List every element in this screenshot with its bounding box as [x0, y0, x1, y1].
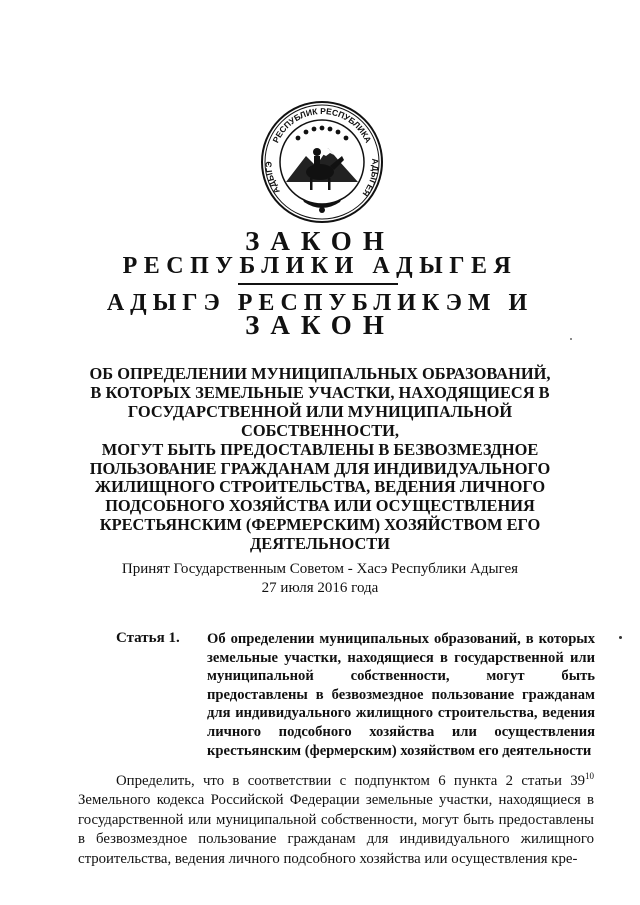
- title-law-adyghe: ЗАКОН: [245, 310, 395, 340]
- heading-line: ДЕЯТЕЛЬНОСТИ: [250, 534, 390, 554]
- heading-line: ПОДСОБНОГО ХОЗЯЙСТВА ИЛИ ОСУЩЕСТВЛЕНИЯ: [105, 496, 535, 516]
- emblem-top-text: РЕСПУБЛИК РЕСПУБЛИКА: [270, 105, 374, 145]
- coat-of-arms-emblem: [258, 100, 386, 224]
- title-divider: [238, 283, 398, 285]
- heading-line: ГОСУДАРСТВЕННОЙ ИЛИ МУНИЦИПАЛЬНОЙ СОБСТВЕННОСТИ,: [127, 401, 513, 440]
- article-number: Статья 1.: [116, 630, 180, 646]
- heading-line: МОГУТ БЫТЬ ПРЕДОСТАВЛЕНЫ В БЕЗВОЗМЕЗДНОЕ: [101, 439, 539, 459]
- article-body: [78, 772, 594, 869]
- law-heading: [60, 365, 580, 554]
- title-republic: РЕСПУБЛИКИ АДЫГЕЯ: [122, 253, 518, 279]
- article-superscript: 10: [585, 771, 594, 782]
- scan-speck: [619, 636, 622, 639]
- title-adyghe: АДЫГЭ РЕСПУБЛИКЭМ И: [106, 290, 534, 316]
- emblem-right-text: АДЫГЕЯ: [360, 157, 381, 199]
- scan-speck: [570, 338, 572, 340]
- title-law: ЗАКОН: [245, 226, 395, 256]
- svg-text:АДЫГЭ: [264, 161, 282, 195]
- heading-line: В КОТОРЫХ ЗЕМЕЛЬНЫЕ УЧАСТКИ, НАХОДЯЩИЕСЯ В: [90, 382, 550, 402]
- heading-line: ОБ ОПРЕДЕЛЕНИИ МУНИЦИПАЛЬНЫХ ОБРАЗОВАНИЙ,: [89, 364, 551, 383]
- emblem-left-text: АДЫГЭ: [263, 161, 282, 196]
- heading-line: ПОЛЬЗОВАНИЕ ГРАЖДАНАМ ДЛЯ ИНДИВИДУАЛЬНОГО: [89, 458, 551, 478]
- body-text-rest: Земельного кодекса Российской Федерации земельные участки, находящиеся в государственной или муниципальной собственности, могут быть предоставлены в безвозмездное пользование гражданам для индивидуального жилищного строительства, ведения личного подсобного хозяйства или осуществления кре-: [78, 792, 594, 867]
- heading-line: ЖИЛИЩНОГО СТРОИТЕЛЬСТВА, ВЕДЕНИЯ ЛИЧНОГО: [94, 477, 546, 497]
- article-title: Об определении муниципальных образований, в которых земельные участки, находящиеся в государственной или муниципальной собственности, могут быть предоставлены в безвозмездное пользование гражданам для индивидуального жилищного строительства, ведения личного подсобного хозяйства или осуществления крестьянским (фермерским) хозяйством его деятельности: [207, 631, 595, 759]
- body-text-start: Определить, что в соответствии с подпунктом 6 пункта 2 статьи 39: [116, 773, 585, 789]
- stars-icon: [296, 126, 349, 141]
- adoption-note: [0, 560, 640, 598]
- adoption-date: 27 июля 2016 года: [261, 580, 379, 596]
- svg-text:РЕСПУБЛИК РЕСПУБЛИКА: [270, 106, 373, 144]
- adoption-body: Принят Государственным Советом - Хасэ Республики Адыгея: [121, 561, 519, 577]
- heading-line: КРЕСТЬЯНСКИМ (ФЕРМЕРСКИМ) ХОЗЯЙСТВОМ ЕГО: [99, 515, 541, 535]
- wreath-icon: [302, 198, 342, 213]
